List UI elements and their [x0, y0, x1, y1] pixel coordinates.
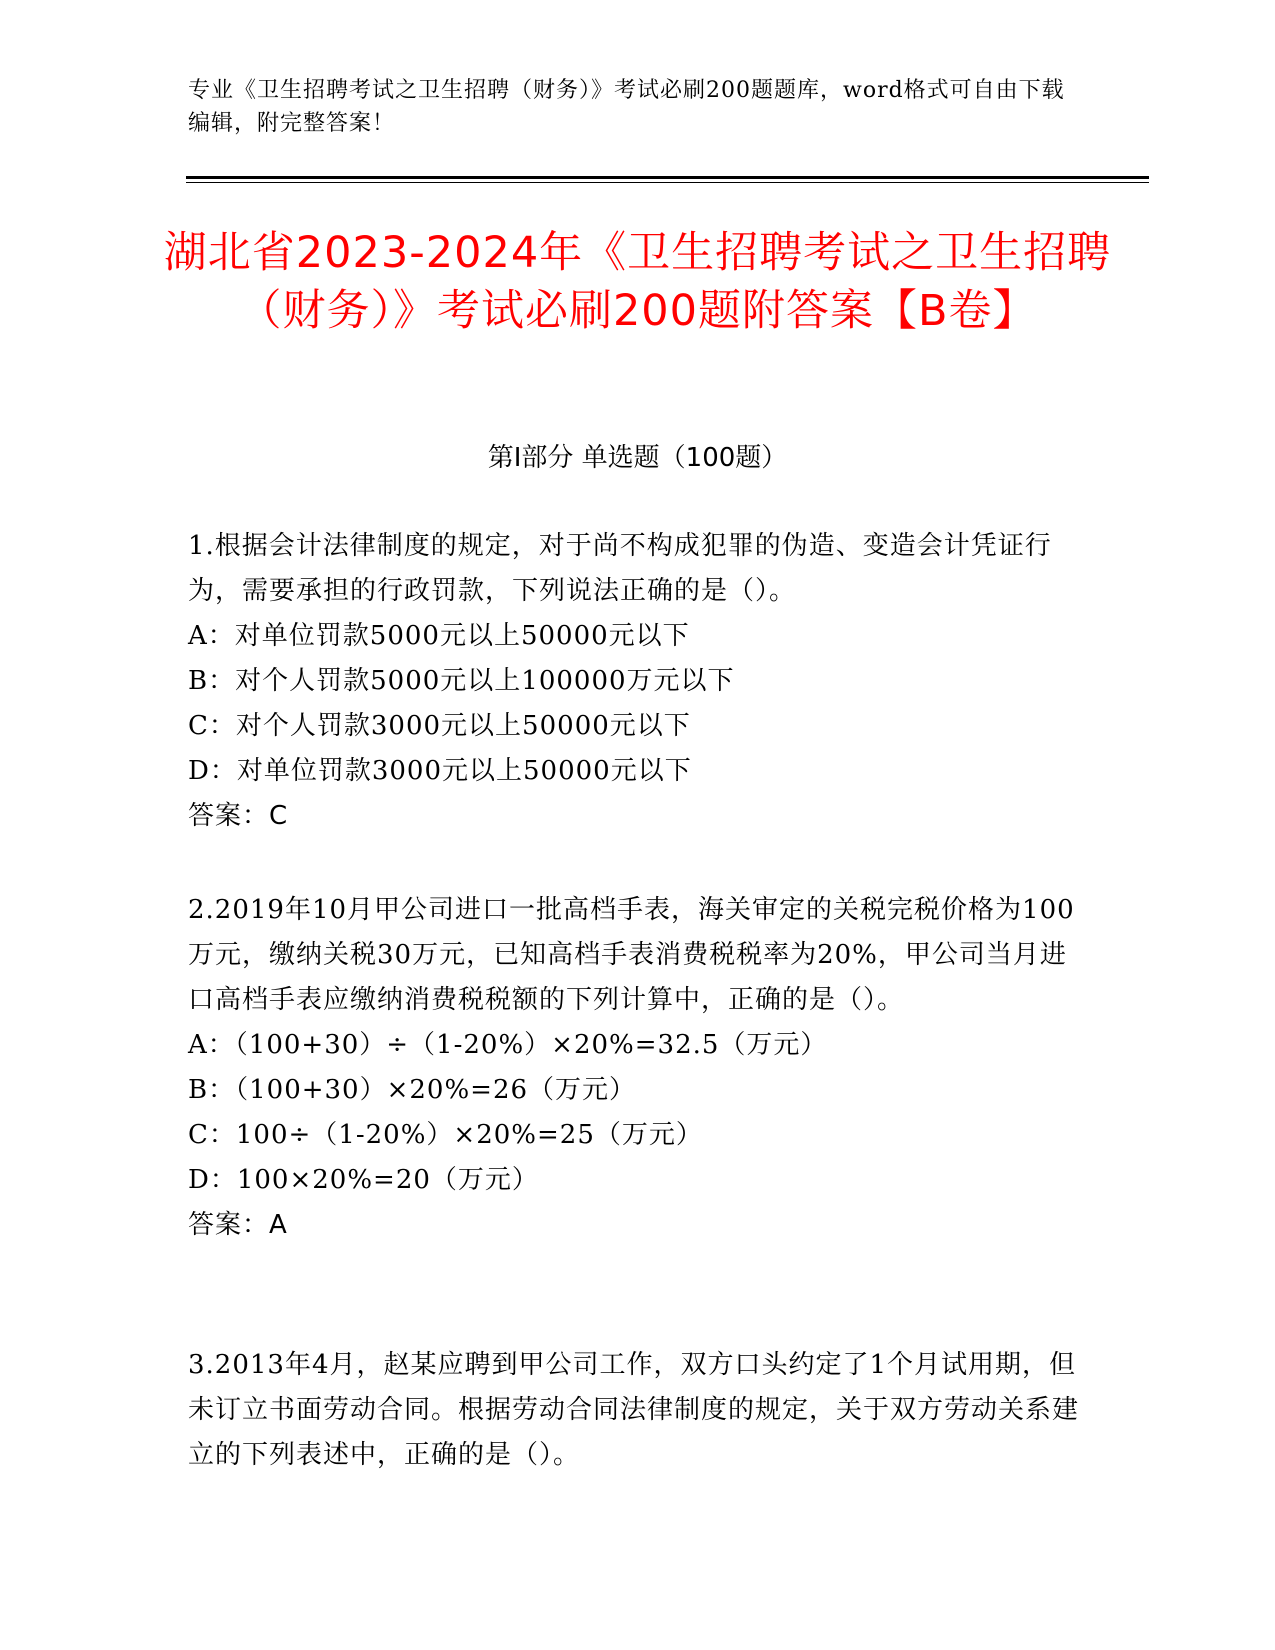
question-option: D：100×20%=20（万元）: [188, 1165, 539, 1195]
question-option: C：对个人罚款3000元以上50000元以下: [188, 711, 691, 741]
question-option: A：对单位罚款5000元以上50000元以下: [188, 621, 690, 651]
question-answer: 答案：A: [188, 1210, 288, 1240]
question-block: [188, 1343, 1088, 1478]
header-divider-thick: [186, 176, 1149, 179]
question-stem: 1.根据会计法律制度的规定，对于尚不构成犯罪的伪造、变造会计凭证行为，需要承担的行政罚款，下列说法正确的是（）。: [188, 531, 1052, 606]
question-option: A：（100+30）÷（1-20%）×20%=32.5（万元）: [188, 1030, 828, 1060]
question-option: C：100÷（1-20%）×20%=25（万元）: [188, 1120, 703, 1150]
document-title: 湖北省2023-2024年《卫生招聘考试之卫生招聘（财务）》考试必刷200题附答案【B卷】: [163, 228, 1112, 336]
question-option: B：（100+30）×20%=26（万元）: [188, 1075, 637, 1105]
header-note: 专业《卫生招聘考试之卫生招聘（财务）》考试必刷200题题库，word格式可自由下载编辑，附完整答案！: [188, 78, 1065, 136]
question-block: [188, 524, 1088, 839]
question-answer: 答案：C: [188, 801, 289, 831]
question-stem: 3.2013年4月，赵某应聘到甲公司工作，双方口头约定了1个月试用期，但未订立书面劳动合同。根据劳动合同法律制度的规定，关于双方劳动关系建立的下列表述中，正确的是（）。: [188, 1350, 1080, 1470]
question-option: D：对单位罚款3000元以上50000元以下: [188, 756, 692, 786]
header-divider-thin: [186, 182, 1149, 183]
question-block: [188, 888, 1088, 1248]
question-option: B：对个人罚款5000元以上100000万元以下: [188, 666, 735, 696]
question-stem: 2.2019年10月甲公司进口一批高档手表，海关审定的关税完税价格为100万元，缴纳关税30万元，已知高档手表消费税税率为20%，甲公司当月进口高档手表应缴纳消费税税额的下列计算中，正确的是（）。: [188, 895, 1075, 1015]
section-title: 第Ⅰ部分 单选题（100题）: [487, 443, 788, 473]
